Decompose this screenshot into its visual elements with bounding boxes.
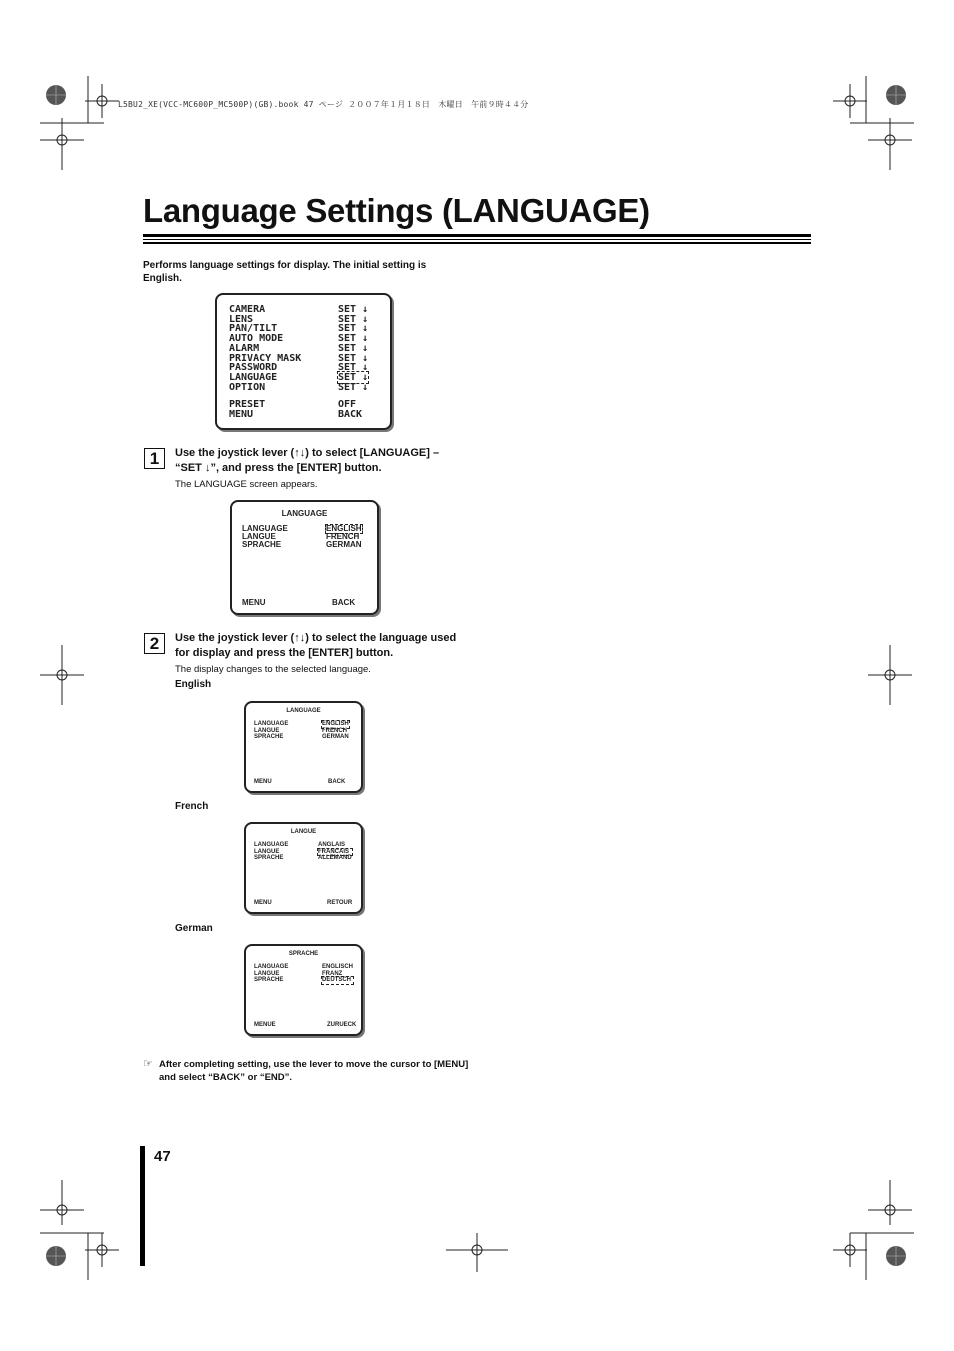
menu-item-value: SET ↓ (338, 304, 369, 315)
label-langue: LANGUE (254, 727, 280, 734)
menu-item-label: PRIVACY MASK (229, 352, 302, 364)
label-language: LANGUAGE (254, 721, 289, 727)
screen-labels (242, 525, 288, 549)
value-francais-selected: FRANCAIS (318, 849, 352, 856)
value-german: GERMAN (326, 540, 362, 549)
page-edge-bar (140, 1146, 145, 1266)
main-menu-screen (215, 293, 392, 430)
title-rule-thin (143, 239, 811, 240)
label-sprache: SPRACHE (254, 734, 284, 740)
menu-item-label: CAMERA (229, 304, 266, 315)
preset-label: PRESET (229, 399, 266, 410)
title-rule-thick (143, 234, 811, 237)
step-2-text: Use the joystick lever (↑↓) to select the language used for display and press the [ENTER] button. (175, 632, 457, 659)
value-anglais: ANGLAIS (318, 842, 345, 848)
value-deutsch-selected: DEUTSCH (322, 977, 352, 983)
screen-menu: MENUE (254, 1022, 276, 1028)
screen-menu: MENU (254, 779, 272, 785)
value-french: FRENCH (326, 532, 360, 541)
label-sprache: SPRACHE (254, 855, 284, 861)
value-english-selected: ENGLISH (326, 524, 362, 533)
menu-item-label: PASSWORD (229, 362, 278, 374)
caption-french: French (175, 801, 209, 812)
menu-item-value: SET ↓ (338, 323, 369, 335)
tip-text: After completing setting, use the lever to move the cursor to [MENU] and select “BACK” or “END”. (159, 1059, 469, 1083)
menu-value: BACK (338, 409, 363, 420)
label-language: LANGUAGE (254, 842, 289, 848)
menu-item-label: ALARM (229, 342, 260, 354)
page-number: 47 (154, 1148, 171, 1165)
step-2-number: 2 (144, 633, 165, 654)
label-sprache: SPRACHE (254, 977, 284, 983)
menu-item-label: AUTO MODE (229, 333, 284, 345)
label-langue: LANGUE (254, 970, 280, 977)
menu-item-value: SET ↓ (338, 352, 369, 364)
menu-label: MENU (229, 409, 254, 420)
pointing-hand-icon: ☞ (143, 1058, 153, 1070)
screen-title: LANGUAGE (286, 708, 321, 714)
label-langue: LANGUE (254, 848, 280, 855)
title-rule-bottom (143, 242, 811, 244)
screen-title: LANGUAGE (281, 509, 328, 518)
label-language: LANGUAGE (242, 524, 288, 533)
value-allemand: ALLEMAND (318, 855, 352, 861)
step-1-text: Use the joystick lever (↑↓) to select [LANGUAGE] – “SET ↓”, and press the [ENTER] button. (175, 447, 440, 474)
french-screen (244, 822, 363, 914)
value-german: GERMAN (322, 734, 349, 740)
label-language: LANGUAGE (254, 964, 289, 970)
caption-english: English (175, 679, 212, 690)
screen-values (326, 525, 362, 549)
intro-text: Performs language settings for display. The initial setting is English. (143, 260, 427, 284)
value-englisch: ENGLISCH (322, 964, 354, 970)
menu-item-label: LENS (229, 313, 254, 325)
menu-item-label: PAN/TILT (229, 323, 278, 335)
menu-item-value: SET ↓ (338, 333, 369, 345)
screen-title: LANGUE (290, 829, 317, 835)
screen-menu: MENU (254, 900, 272, 906)
label-sprache: SPRACHE (242, 540, 282, 549)
preset-value: OFF (338, 399, 357, 410)
step-1-number: 1 (144, 448, 165, 469)
english-screen (244, 701, 363, 793)
screen-back: RETOUR (327, 900, 353, 906)
german-screen (244, 944, 363, 1036)
screen-menu: MENU (242, 598, 266, 607)
language-screen (230, 500, 379, 615)
step-2-note: The display changes to the selected language. (175, 664, 371, 675)
screen-back: BACK (328, 779, 346, 785)
label-langue: LANGUE (242, 532, 276, 541)
menu-item-label: LANGUAGE (229, 371, 278, 383)
print-metadata: L5BU2_XE(VCC-MC600P_MC500P)(GB).book 47 ページ ２００７年１月１８日 木曜日 午前９時４４分 (118, 100, 529, 109)
caption-german: German (175, 923, 213, 934)
value-english-selected: ENGLISH (322, 721, 349, 727)
menu-item-value: SET ↓ (338, 381, 369, 393)
page-title: Language Settings (LANGUAGE) (143, 192, 650, 229)
value-franz: FRANZ (322, 970, 343, 977)
menu-item-label: OPTION (229, 381, 266, 393)
screen-back: ZURUECK (327, 1022, 357, 1028)
step-1-note: The LANGUAGE screen appears. (175, 479, 318, 490)
menu-item-value: SET ↓ (338, 342, 369, 354)
menu-item-value: SET ↓ (338, 313, 369, 325)
menu-item-value: SET ↓ (338, 362, 369, 374)
menu-item-value-selected: SET ↓ (338, 371, 369, 383)
screen-back: BACK (332, 598, 356, 607)
value-french: FRENCH (322, 727, 347, 734)
screen-title: SPRACHE (288, 951, 319, 957)
